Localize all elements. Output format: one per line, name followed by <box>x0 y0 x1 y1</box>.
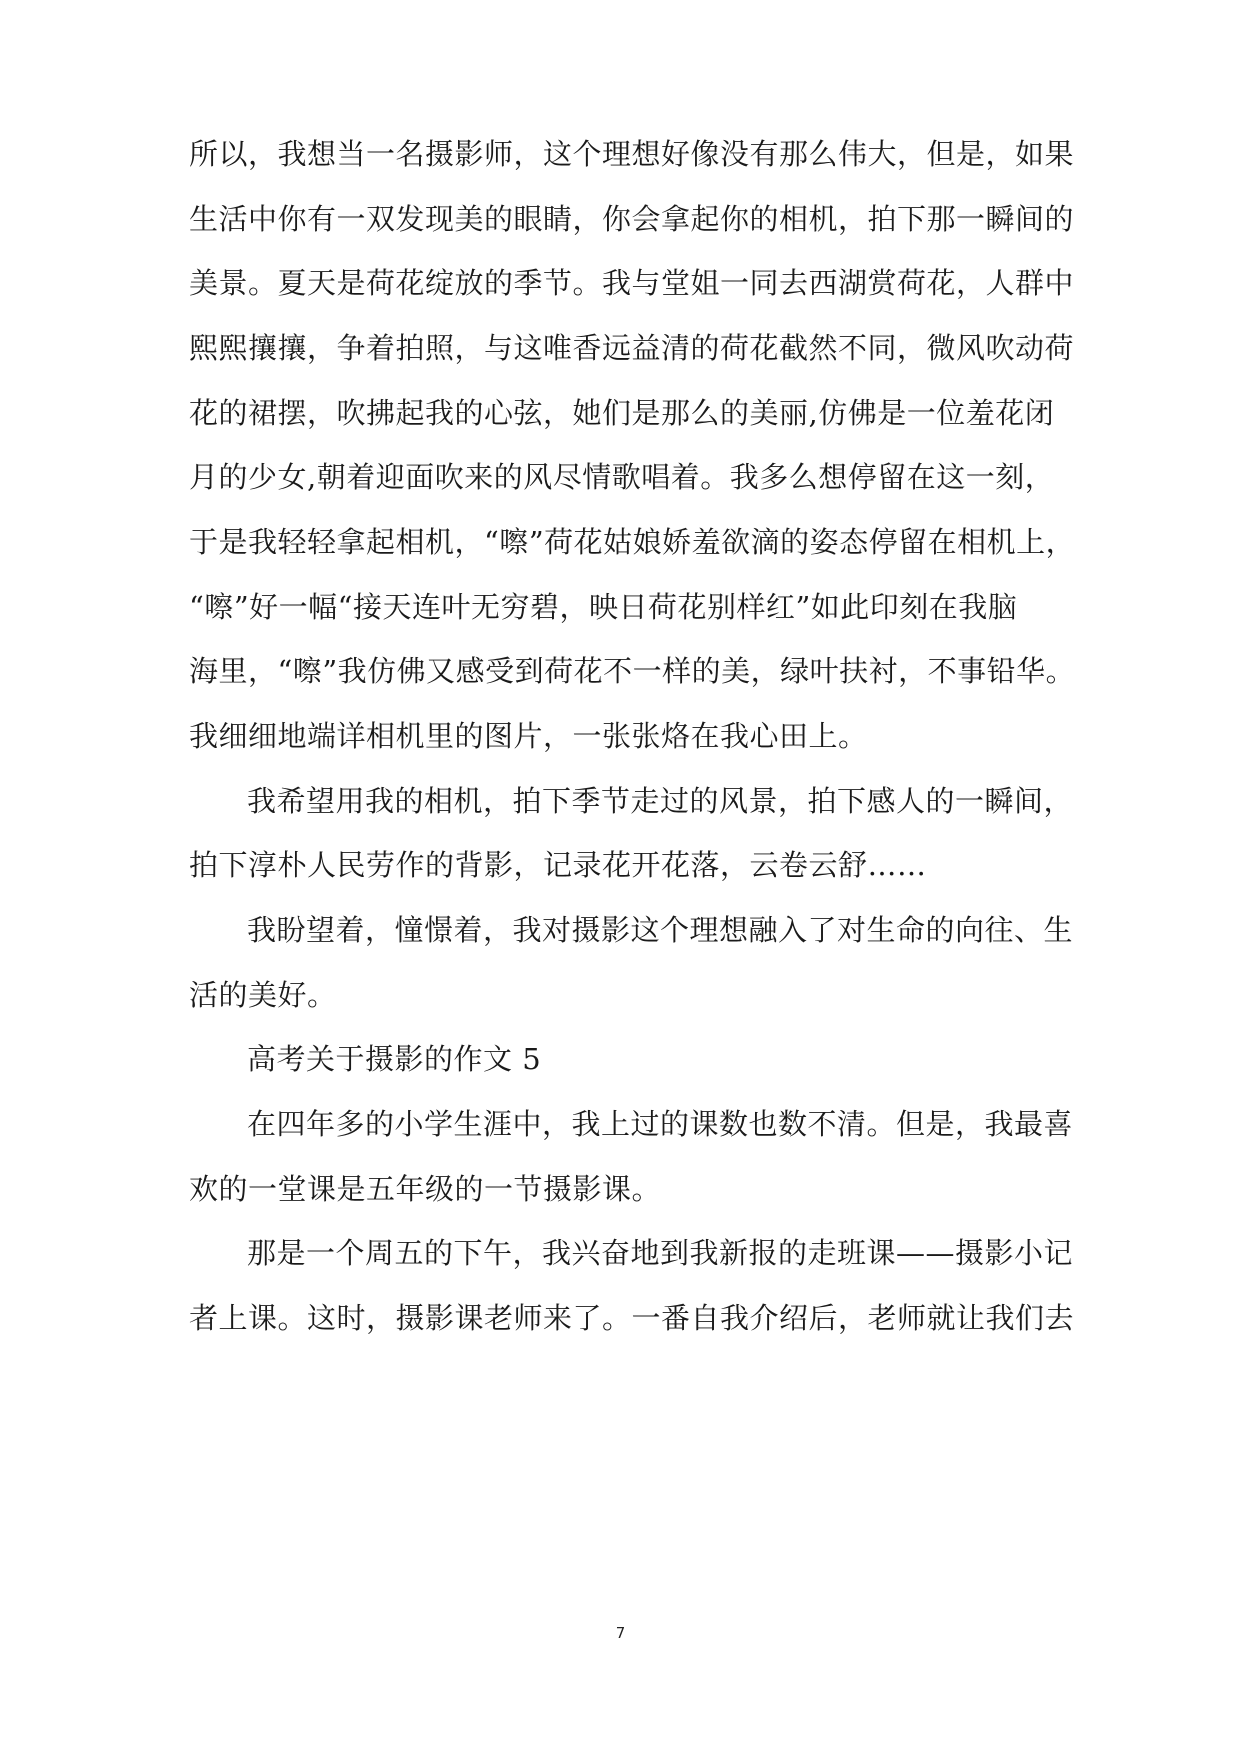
text-line: 花的裙摆，吹拂起我的心弦，她们是那么的美丽,仿佛是一位羞花闭 <box>189 396 1055 430</box>
paragraph-start: 我希望用我的相机，拍下季节走过的风景，拍下感人的一瞬间， <box>247 784 1074 818</box>
text-line: 于是我轻轻拿起相机，“嚓”荷花姑娘娇羞欲滴的姿态停留在相机上， <box>189 525 1076 559</box>
text-line: 者上课。这时，摄影课老师来了。一番自我介绍后，老师就让我们去 <box>189 1301 1075 1335</box>
page-number: 7 <box>615 1624 626 1642</box>
text-line: 海里，“嚓”我仿佛又感受到荷花不一样的美，绿叶扶衬，不事铅华。 <box>189 654 1076 688</box>
paragraph-start: 那是一个周五的下午，我兴奋地到我新报的走班课——摄影小记 <box>247 1236 1074 1270</box>
text-line: 我细细地端详相机里的图片，一张张烙在我心田上。 <box>189 719 868 753</box>
text-line: 欢的一堂课是五年级的一节摄影课。 <box>189 1172 662 1206</box>
text-line: “嚓”好一幅“接天连叶无穷碧，映日荷花别样红”如此印刻在我脑 <box>189 590 1018 624</box>
text-line: 美景。夏天是荷花绽放的季节。我与堂姐一同去西湖赏荷花，人群中 <box>189 266 1075 300</box>
text-line: 拍下淳朴人民劳作的背影，记录花开花落，云卷云舒…… <box>189 848 927 882</box>
paragraph-start: 在四年多的小学生涯中，我上过的课数也数不清。但是，我最喜 <box>247 1107 1074 1141</box>
text-line: 活的美好。 <box>189 978 337 1012</box>
text-line: 所以，我想当一名摄影师，这个理想好像没有那么伟大，但是，如果 <box>189 137 1075 171</box>
text-line: 月的少女,朝着迎面吹来的风尽情歌唱着。我多么想停留在这一刻， <box>189 460 1055 494</box>
paragraph-start: 我盼望着，憧憬着，我对摄影这个理想融入了对生命的向往、生 <box>247 913 1074 947</box>
text-line: 熙熙攘攘，争着拍照，与这唯香远益清的荷花截然不同，微风吹动荷 <box>189 331 1075 365</box>
section-heading: 高考关于摄影的作文 5 <box>247 1042 542 1076</box>
text-line: 生活中你有一双发现美的眼睛，你会拿起你的相机，拍下那一瞬间的 <box>189 202 1075 236</box>
